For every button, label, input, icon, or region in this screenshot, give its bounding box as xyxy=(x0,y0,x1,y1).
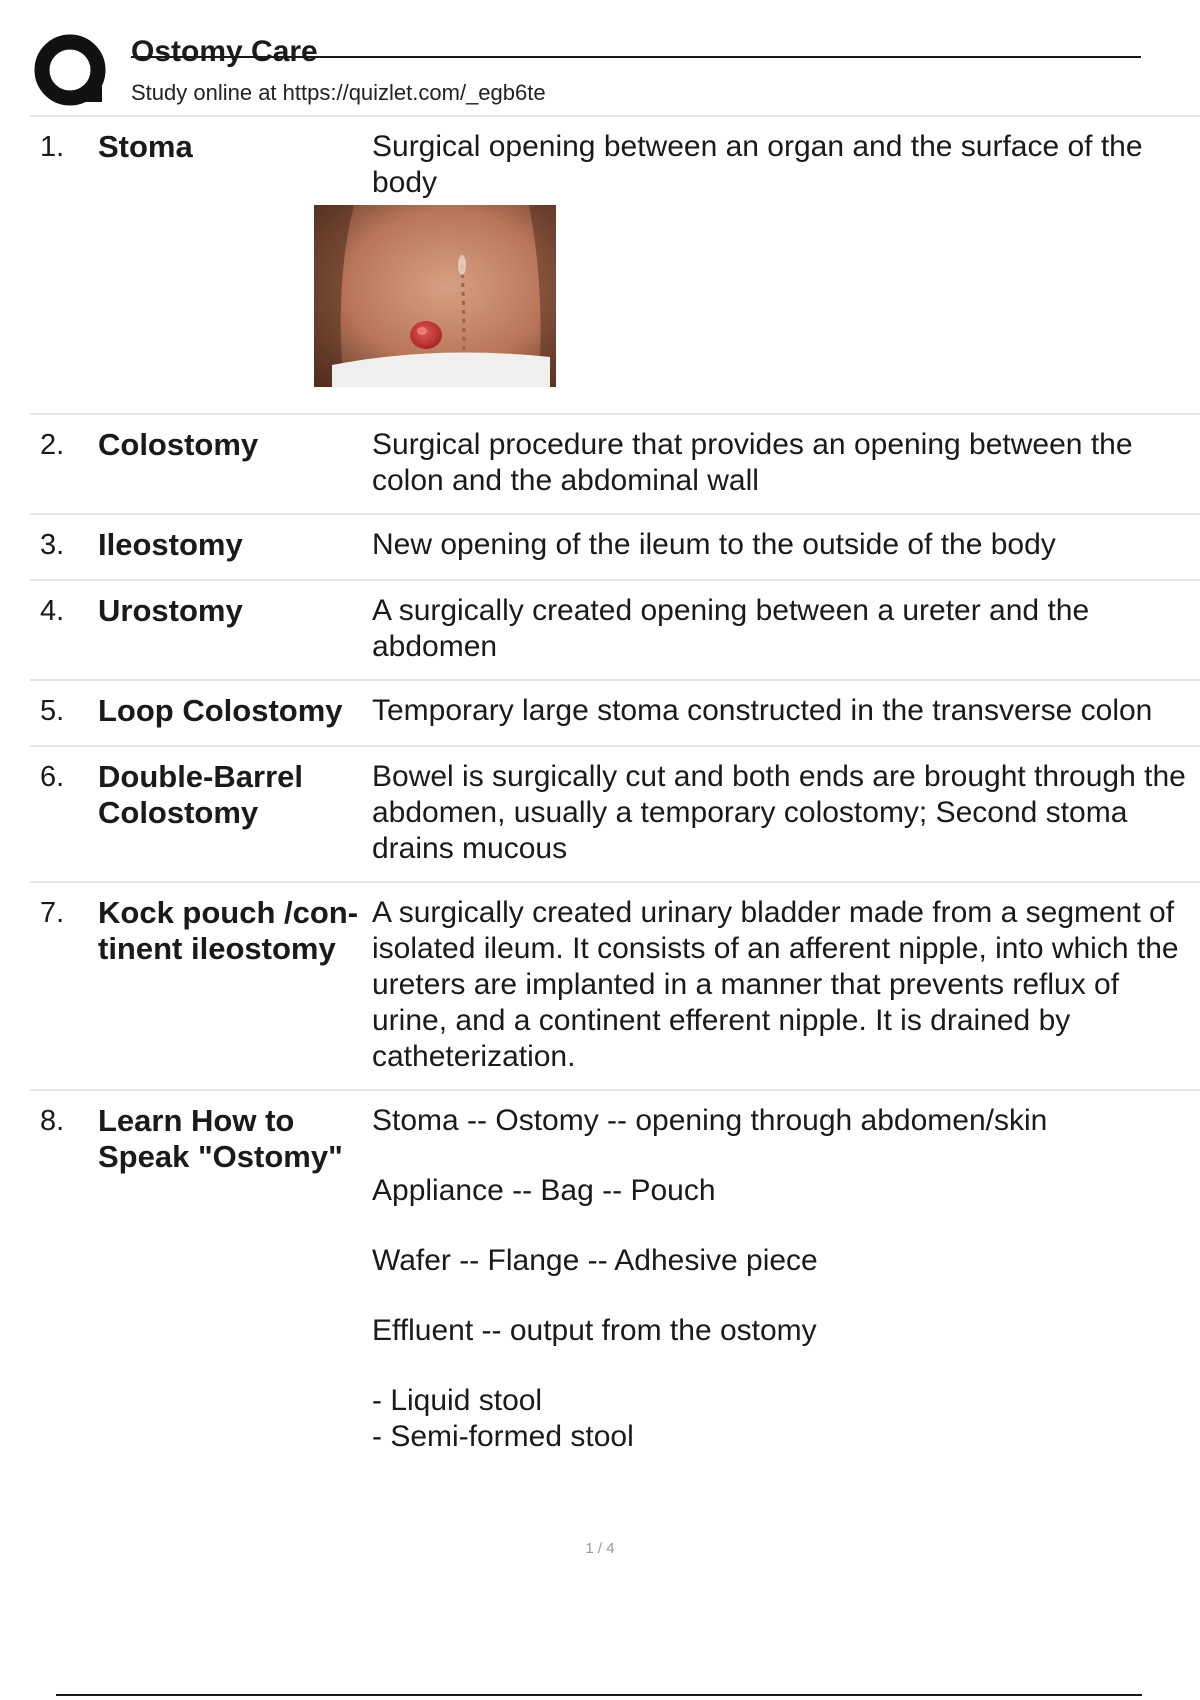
flashcard-row xyxy=(30,117,1200,415)
flashcard-row xyxy=(30,747,1200,883)
flashcard-row xyxy=(30,515,1200,581)
definition-line: A surgically created opening between a ureter and the abdomen xyxy=(372,594,1090,663)
card-definition xyxy=(372,527,1190,563)
card-definition xyxy=(372,593,1190,665)
card-term: Stoma xyxy=(98,129,193,164)
flashcard-list xyxy=(30,115,1200,1469)
card-term: Loop Colostomy xyxy=(98,693,343,728)
definition-line: Effluent -- output from the ostomy xyxy=(372,1314,817,1347)
card-term: Colostomy xyxy=(98,427,259,462)
definition-line: - Liquid stool xyxy=(372,1384,543,1417)
card-term: Ileostomy xyxy=(98,527,243,562)
card-number: 4. xyxy=(40,595,65,627)
card-definition xyxy=(372,693,1190,729)
definition-line: Bowel is surgically cut and both ends are brought through the abdomen, usually a temporary colostomy; Second stoma drains mucous xyxy=(372,760,1186,865)
page-number: 1 / 4 xyxy=(585,1540,615,1557)
definition-line: Surgical procedure that provides an opening between the colon and the abdominal wall xyxy=(372,428,1133,497)
card-term: Kock pouch /con-tinent ileostomy xyxy=(98,895,359,966)
card-definition xyxy=(372,129,1190,201)
card-term: Double-Barrel Colostomy xyxy=(98,759,303,830)
card-number: 3. xyxy=(40,529,65,561)
bottom-rule xyxy=(56,1694,1142,1696)
card-number: 5. xyxy=(40,695,65,727)
definition-line: New opening of the ileum to the outside of the body xyxy=(372,528,1056,561)
flashcard-row xyxy=(30,883,1200,1091)
flashcard-row xyxy=(30,415,1200,515)
flashcard-row xyxy=(30,581,1200,681)
card-definition xyxy=(372,759,1190,867)
flashcard-row xyxy=(30,681,1200,747)
card-definition xyxy=(372,1103,1190,1455)
definition-line: Appliance -- Bag -- Pouch xyxy=(372,1174,716,1207)
card-number: 8. xyxy=(40,1105,65,1137)
definition-line: Wafer -- Flange -- Adhesive piece xyxy=(372,1244,818,1277)
definition-line: Temporary large stoma constructed in the transverse colon xyxy=(372,694,1153,727)
card-term: Learn How to Speak "Ostomy" xyxy=(98,1103,343,1174)
card-number: 6. xyxy=(40,761,65,793)
quizlet-logo-icon xyxy=(30,30,114,114)
stoma-photo xyxy=(314,205,556,387)
definition-line: Surgical opening between an organ and the surface of the body xyxy=(372,130,1143,199)
document-title: Ostomy Care xyxy=(131,35,318,68)
definition-line: Stoma -- Ostomy -- opening through abdomen/skin xyxy=(372,1104,1048,1137)
study-online-link[interactable]: Study online at https://quizlet.com/_egb6te xyxy=(131,80,546,105)
card-definition xyxy=(372,427,1190,499)
card-number: 1. xyxy=(40,131,65,163)
card-number: 2. xyxy=(40,429,65,461)
card-definition xyxy=(372,895,1190,1075)
definition-line: - Semi-formed stool xyxy=(372,1420,634,1453)
card-number: 7. xyxy=(40,897,65,929)
flashcard-row xyxy=(30,1091,1200,1469)
card-term: Urostomy xyxy=(98,593,243,628)
definition-line: A surgically created urinary bladder made from a segment of isolated ileum. It consists of an afferent nipple, into which the ureters are implanted in a manner that prevents reflux of urine, and a continent efferent nipple. It is drained by catheterization. xyxy=(372,896,1179,1073)
